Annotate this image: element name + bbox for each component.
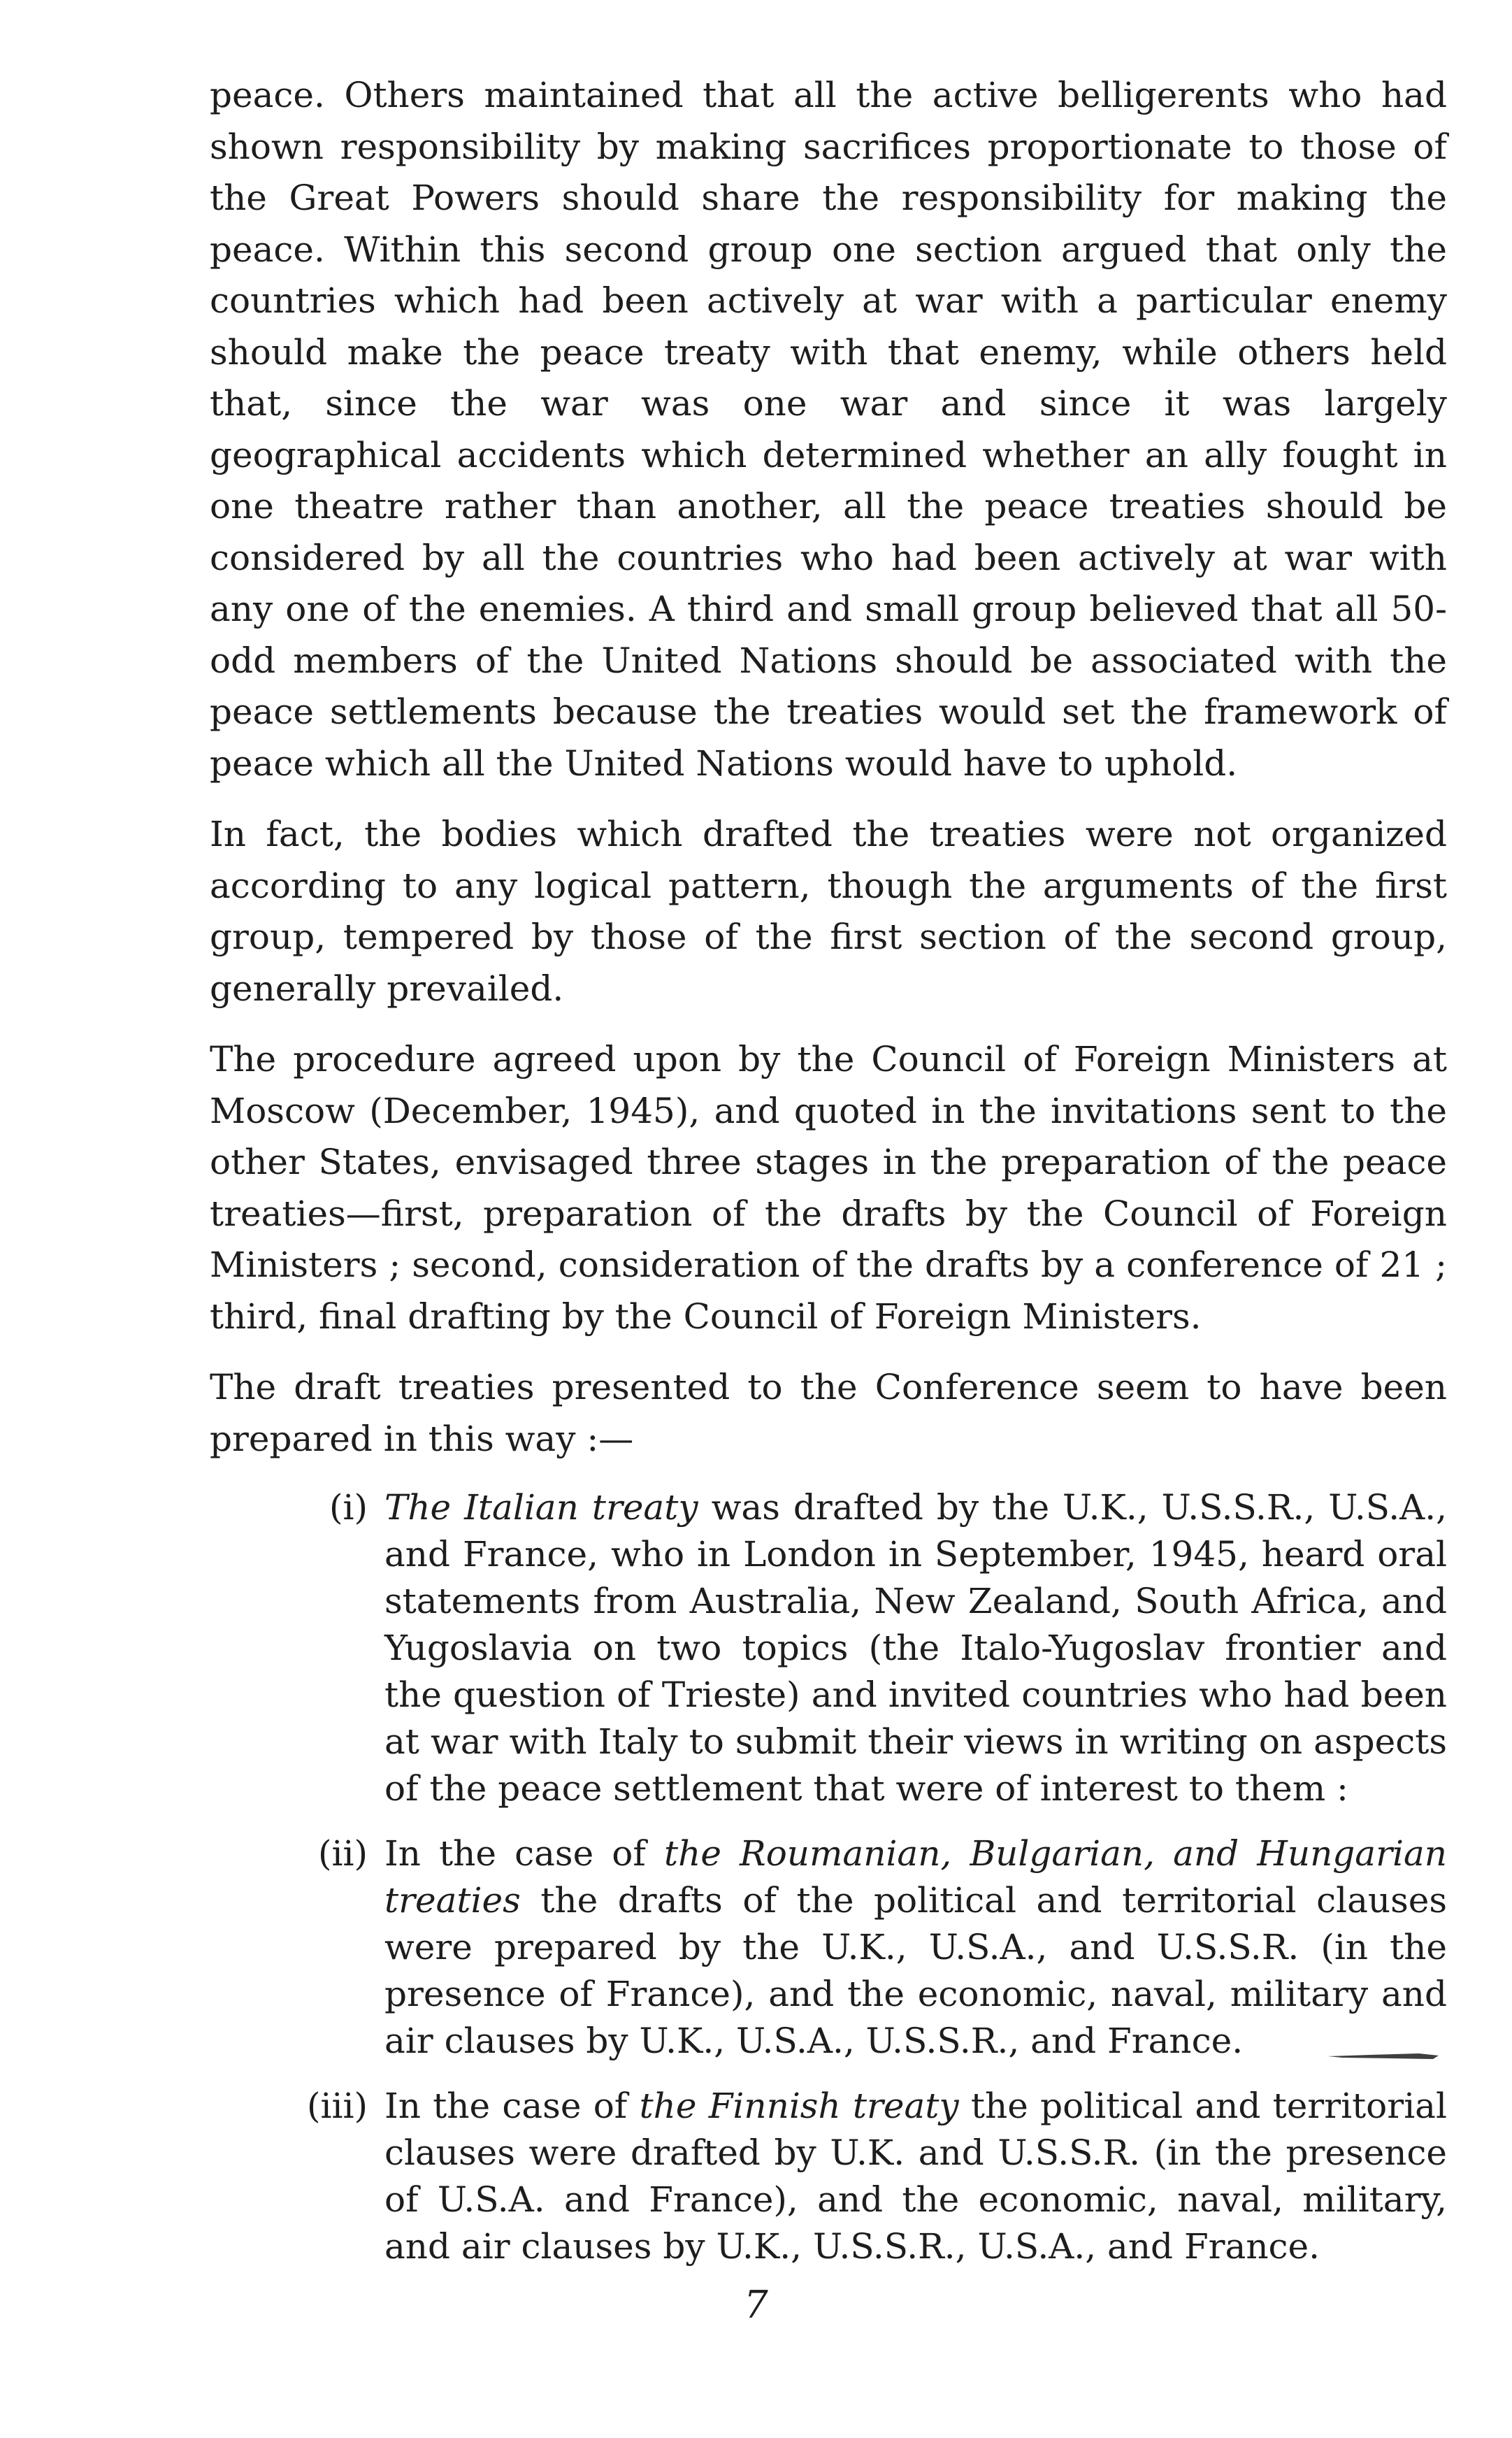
list-item-text: [384, 1484, 1447, 1812]
paragraph-4: The draft treaties presented to the Conference seem to have been prepared in this way :—: [210, 1367, 1447, 1459]
treaty-list: [210, 1484, 1447, 2270]
paragraph-1: peace. Others maintained that all the active belligerents who had shown responsibility by making sacrifices proportionate to those of the Great Powers should share the responsibility for making the peace. Within this second group one section argued that only the countries which had been actively at war with a particular enemy should make the peace treaty with that enemy, while others held that, since the war was one war and since it was largely geographical accidents which determined whether an ally fought in one theatre rather than another, all the peace treaties should be considered by all the countries who had been actively at war with any one of the enemies. A third and small group believed that all 50-odd members of the United Nations should be associated with the peace settlements because the treaties would set the framework of peace which all the United Nations would have to uphold.: [210, 75, 1447, 784]
page-number: 7: [744, 2283, 768, 2327]
paragraph-2: In fact, the bodies which drafted the treaties were not organized according to any logical pattern, though the arguments of the first group, tempered by those of the first section of the second group, generally prevailed.: [210, 814, 1447, 1009]
list-item-number: (i): [329, 1487, 368, 1528]
list-item-emphasis: the Roumanian, Bulgarian, and Hungarian treaties: [384, 1833, 1447, 1921]
ink-smudge-mark: [1328, 2052, 1440, 2062]
list-item-number: (ii): [318, 1833, 368, 1874]
list-item: [210, 1830, 1447, 2065]
list-item-emphasis: the Finnish treaty: [639, 2086, 959, 2126]
paragraph-3: The procedure agreed upon by the Council of Foreign Ministers at Moscow (December, 1945), and quoted in the invitations sent to the other States, envisaged three stages in the preparation of the peace treaties—first, preparation of the drafts by the Council of Foreign Ministers ; second, consideration of the drafts by a conference of 21 ; third, final drafting by the Council of Foreign Ministers.: [210, 1039, 1447, 1337]
list-item-pre: In the case of: [384, 2086, 640, 2126]
list-item-post: the political and territorial clauses were drafted by U.K. and U.S.S.R. (in the presence of U.S.A. and France), and the economic, naval, military, and air clauses by U.K., U.S.S.R., U.S.A., and France.: [384, 2086, 1447, 2267]
list-item: [210, 1484, 1447, 1812]
document-page: [210, 70, 1447, 2288]
list-item: [210, 2083, 1447, 2270]
list-item-post: the drafts of the political and territorial clauses were prepared by the U.K., U.S.A., and U.S.S.R. (in the presence of France), and the economic, naval, military and air clauses by U.K., U.S.A., U.S.S.R., and France.: [384, 1880, 1447, 2061]
list-item-text: [384, 2083, 1447, 2270]
list-item-number: (iii): [307, 2086, 368, 2126]
list-item-text: [384, 1830, 1447, 2065]
list-item-post: was drafted by the U.K., U.S.S.R., U.S.A., and France, who in London in September, 1945, heard oral statements from Australia, New Zealand, South Africa, and Yugoslavia on two topics (the Italo-Yugoslav frontier and the question of Trieste) and invited countries who had been at war with Italy to submit their views in writing on aspects of the peace settlement that were of interest to them :: [384, 1487, 1448, 1809]
list-item-pre: In the case of: [384, 1833, 665, 1874]
list-item-emphasis: The Italian treaty: [384, 1487, 698, 1528]
